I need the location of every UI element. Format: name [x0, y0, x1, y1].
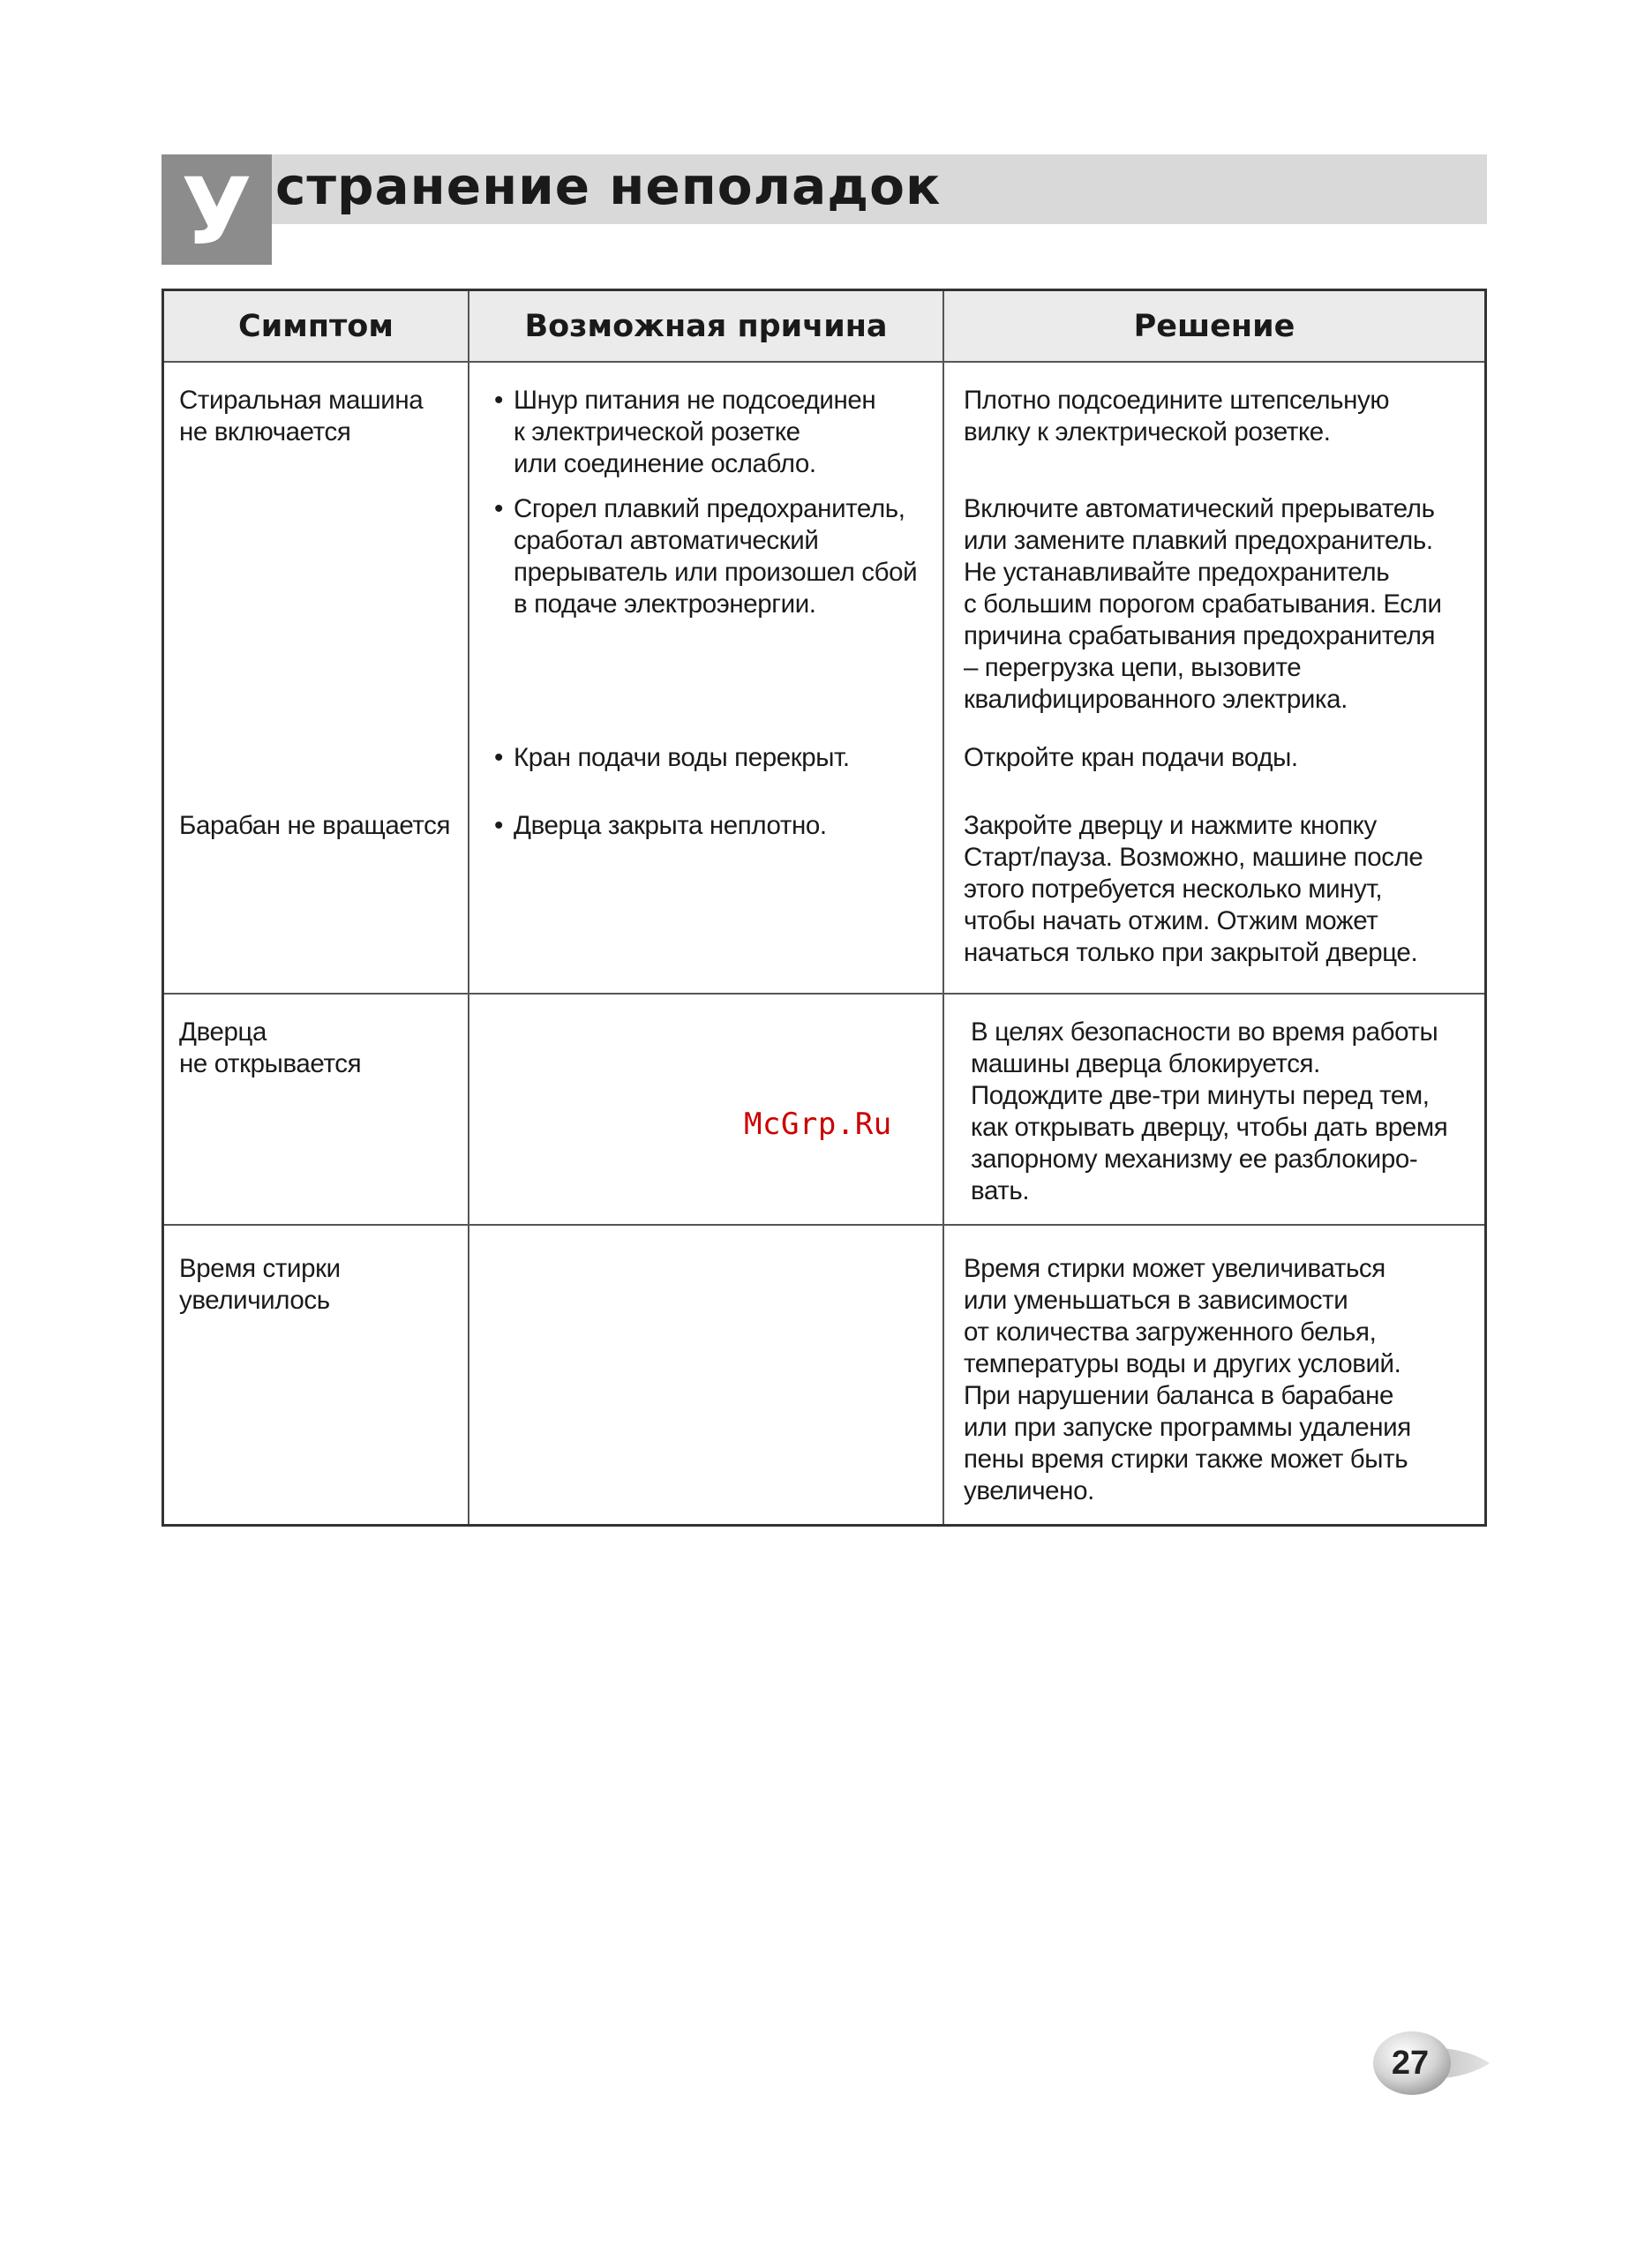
- solution-cell: [971, 1017, 1447, 1207]
- cause-line: Шнур питания не подсоединен: [514, 386, 876, 415]
- cause-item: [494, 742, 850, 774]
- symptom-line: Стиральная машина: [179, 386, 424, 415]
- solution-line: этого потребуется несколько минут,: [964, 875, 1383, 904]
- symptom-line: увеличилось: [179, 1286, 330, 1315]
- header-solution: Решение: [1133, 308, 1295, 344]
- cause-line: к электрической розетке: [514, 417, 800, 447]
- cause-item: [494, 810, 827, 842]
- symptom-cell: [179, 1253, 341, 1317]
- solution-line: Время стирки может увеличиваться: [964, 1254, 1385, 1283]
- cause-line: в подаче электроэнергии.: [514, 589, 816, 619]
- symptom-line: не открывается: [179, 1049, 362, 1078]
- bullet-icon: •: [494, 811, 503, 840]
- page-title: странение неполадок: [275, 156, 942, 216]
- solution-line: или замените плавкий предохранитель.: [964, 526, 1433, 555]
- solution-line: При нарушении баланса в барабане: [964, 1381, 1394, 1410]
- header-cause: Возможная причина: [524, 308, 888, 344]
- watermark: McGrp.Ru: [744, 1107, 892, 1142]
- bullet-icon: •: [494, 494, 503, 523]
- solution-cell: [964, 493, 1442, 716]
- solution-cell: [964, 810, 1423, 969]
- solution-cell: [964, 385, 1389, 448]
- solution-line: запорному механизму ее разблокиро-: [971, 1145, 1418, 1174]
- bullet-icon: •: [494, 386, 503, 415]
- row-divider: [164, 993, 1484, 995]
- solution-line: машины дверца блокируется.: [971, 1049, 1320, 1078]
- symptom-line: Барабан не вращается: [179, 811, 451, 840]
- solution-line: вать.: [971, 1176, 1030, 1205]
- bullet-icon: •: [494, 743, 503, 772]
- cause-line: сработал автоматический: [514, 526, 819, 555]
- symptom-line: Дверца: [179, 1017, 267, 1047]
- column-divider: [942, 291, 944, 1524]
- symptom-cell: [179, 385, 423, 448]
- solution-line: или уменьшаться в зависимости: [964, 1286, 1348, 1315]
- solution-line: чтобы начать отжим. Отжим может: [964, 906, 1378, 935]
- cause-line: Кран подачи воды перекрыт.: [514, 743, 850, 772]
- solution-line: пены время стирки также может быть: [964, 1445, 1408, 1474]
- header-divider: [164, 361, 1484, 363]
- cause-item: [494, 385, 876, 480]
- solution-line: причина срабатывания предохранителя: [964, 621, 1436, 650]
- solution-line: как открывать дверцу, чтобы дать время: [971, 1113, 1448, 1142]
- solution-line: квалифицированного электрика.: [964, 685, 1348, 714]
- solution-line: Откройте кран подачи воды.: [964, 743, 1298, 772]
- header-symptom: Симптом: [238, 308, 394, 344]
- symptom-line: Время стирки: [179, 1254, 341, 1283]
- cause-line: или соединение ослабло.: [514, 449, 816, 478]
- solution-line: Включите автоматический прерыватель: [964, 494, 1435, 523]
- solution-line: начаться только при закрытой дверце.: [964, 938, 1418, 967]
- page-number-badge: [1366, 2028, 1491, 2098]
- troubleshooting-table: [161, 289, 1487, 1527]
- row-divider: [164, 1224, 1484, 1226]
- solution-line: с большим порогом срабатывания. Если: [964, 589, 1442, 619]
- solution-cell: [964, 742, 1298, 774]
- title-initial-box: [161, 154, 272, 265]
- cause-item: [494, 493, 918, 620]
- solution-line: Не устанавливайте предохранитель: [964, 558, 1390, 587]
- solution-line: увеличено.: [964, 1476, 1094, 1505]
- solution-line: В целях безопасности во время работы: [971, 1017, 1438, 1047]
- column-divider: [468, 291, 469, 1524]
- solution-line: или при запуске программы удаления: [964, 1413, 1411, 1442]
- symptom-line: не включается: [179, 417, 351, 447]
- solution-line: – перегрузка цепи, вызовите: [964, 653, 1302, 682]
- solution-cell: [964, 1253, 1411, 1507]
- solution-line: Подождите две-три минуты перед тем,: [971, 1081, 1430, 1110]
- symptom-cell: [179, 810, 450, 842]
- solution-line: Плотно подсоедините штепсельную: [964, 386, 1390, 415]
- page-number: 27: [1391, 2044, 1430, 2082]
- cause-line: Сгорел плавкий предохранитель,: [514, 494, 905, 523]
- cause-line: прерыватель или произошел сбой: [514, 558, 918, 587]
- symptom-cell: [179, 1017, 361, 1080]
- solution-line: вилку к электрической розетке.: [964, 417, 1331, 447]
- solution-line: температуры воды и других условий.: [964, 1349, 1401, 1378]
- solution-line: от количества загруженного белья,: [964, 1317, 1377, 1347]
- title-initial-letter: У: [181, 157, 252, 266]
- solution-line: Закройте дверцу и нажмите кнопку: [964, 811, 1377, 840]
- cause-line: Дверца закрыта неплотно.: [514, 811, 827, 840]
- solution-line: Старт/пауза. Возможно, машине после: [964, 843, 1423, 872]
